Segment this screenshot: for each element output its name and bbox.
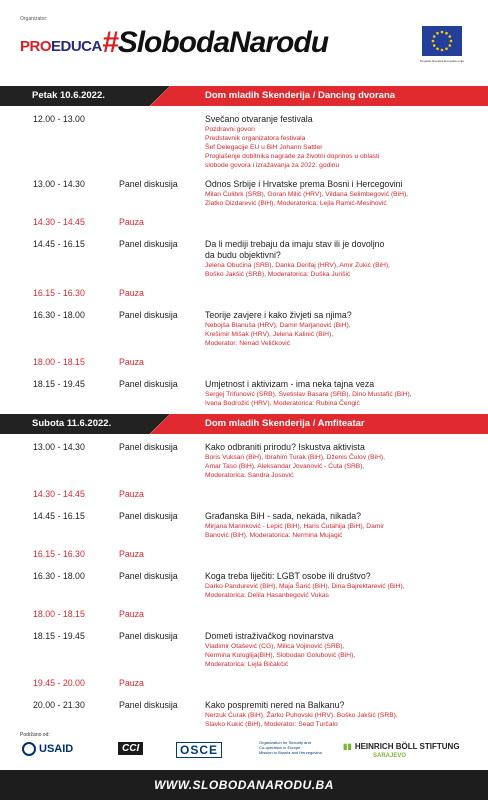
session-content xyxy=(205,179,475,208)
session-time: 18.00 - 18.15 xyxy=(33,609,85,619)
session-detail: Sergej Trifunović (SRB), Svetislav Basara (SRB), Dino Mustafić (BiH), xyxy=(205,391,412,398)
session-title: Kako pospremiti nered na Balkanu? xyxy=(205,700,345,710)
session-title: Da li mediji trebaju da imaju stav ili je dovoljno xyxy=(205,239,385,249)
session-detail: Milan Ćulibrk (SRB), Goran Milić (HRV), Vildana Selimbegović (BiH), xyxy=(205,191,409,198)
session-detail: Šef Delegacije EU u BiH Johann Sattler xyxy=(205,144,323,151)
session-title: da budu objektivni? xyxy=(205,250,281,260)
session-detail: Banović (BiH), Moderatorica: Nermina Mujagić xyxy=(205,532,343,539)
session-time: 18.15 - 19.45 xyxy=(33,379,85,389)
session-detail: Darko Pandurević (BiH), Maja Šarić (BiH), Dina Bajrektarević (BiH), xyxy=(205,583,405,590)
session-detail: Nebojša Blanuša (HRV), Damir Marjanović (BiH), xyxy=(205,322,351,329)
day-label: Petak 10.6.2022. xyxy=(32,90,105,101)
session-detail: slobode govora i izražavanja za 2022. godinu xyxy=(205,162,340,169)
session-row xyxy=(0,442,488,489)
hbs-logo: ▮▮ HEINRICH BÖLL STIFTUNG xyxy=(343,742,460,751)
session-detail: Proglašenje dobitnika nagrade za životni doprinos u oblasti xyxy=(205,153,380,160)
header xyxy=(0,0,488,84)
session-type: Panel diskusija xyxy=(119,239,178,249)
session-detail: Boško Jakšić (SRB), Moderatorica: Duška Jurišić xyxy=(205,271,351,278)
session-time: 19.45 - 20.00 xyxy=(33,678,85,688)
session-detail: Moderator: Nenad Veličković xyxy=(205,340,291,347)
session-row xyxy=(0,379,488,417)
session-type: Panel diskusija xyxy=(119,310,178,320)
session-detail: Moderatorica: Sandra Josović xyxy=(205,472,294,479)
session-time: 12.00 - 13.00 xyxy=(33,114,85,124)
organizer-label: Organizator: xyxy=(20,16,48,22)
session-time: 18.00 - 18.15 xyxy=(33,357,85,367)
session-row xyxy=(0,571,488,609)
session-detail: Mirjana Marinković - Lepić (BiH), Haris Ćutahija (BiH), Damir xyxy=(205,523,385,530)
session-title: Odnos Srbije i Hrvatske prema Bosni i Hercegovini xyxy=(205,179,403,189)
pause-row xyxy=(0,357,488,379)
session-row xyxy=(0,631,488,678)
session-type: Panel diskusija xyxy=(119,379,178,389)
session-type: Pauza xyxy=(119,489,144,499)
session-time: 16.15 - 16.30 xyxy=(33,288,85,298)
session-detail: Zlatko Dizdarević (BiH), Moderatorica: Lejla Ramić-Mesihović xyxy=(205,200,387,207)
session-row xyxy=(0,179,488,217)
session-type: Pauza xyxy=(119,288,144,298)
session-detail: Vladimir Otašević (CG), Milica Vojinović (SRB), xyxy=(205,643,345,650)
session-time: 14.45 - 16.15 xyxy=(33,511,85,521)
session-type: Panel diskusija xyxy=(119,700,178,710)
sponsor-logos xyxy=(0,738,488,768)
session-detail: Pozdravni govori xyxy=(205,126,255,133)
hbs-city: SARAJEVO xyxy=(373,753,407,759)
session-content xyxy=(205,239,475,279)
session-content xyxy=(205,379,475,408)
session-title: Umjetnost i aktivizam - ima neka tajna veza xyxy=(205,379,375,389)
session-detail: Slavko Kukić (BiH), Moderator: Sead Turčalo xyxy=(205,721,338,728)
session-detail: Jelena Obućina (SRB), Danka Derifaj (HRV), Amir Zukić (BiH), xyxy=(205,262,390,269)
sponsor-label: Podržano od: xyxy=(20,732,50,738)
session-content xyxy=(205,114,475,170)
usaid-logo: USAID xyxy=(22,742,73,756)
session-time: 18.15 - 19.45 xyxy=(33,631,85,641)
osce-logo: OSCE xyxy=(176,742,222,758)
session-time: 14.30 - 14.45 xyxy=(33,217,85,227)
festival-title: #SlobodaNarodu xyxy=(102,26,329,59)
session-time: 20.00 - 21.30 xyxy=(33,700,85,710)
pause-row xyxy=(0,288,488,310)
session-row xyxy=(0,511,488,549)
session-detail: Ivana Bodrožić (HRV), Moderatorica: Rubina Čengić xyxy=(205,400,360,407)
session-detail: Krešimir Mišak (HRV), Jelena Kalinić (BiH), xyxy=(205,331,334,338)
session-detail: Nerzuk Ćurak (BiH), Žarko Puhovski (HRV), Boško Jakšić (SRB), xyxy=(205,712,398,719)
session-row xyxy=(0,310,488,357)
website-link[interactable]: WWW.SLOBODANARODU.BA xyxy=(154,778,334,792)
session-detail: Moderatorica: Lejla Bičakčić xyxy=(205,661,289,668)
day-header xyxy=(0,414,488,434)
eu-flag-icon xyxy=(422,26,462,56)
session-row xyxy=(0,700,488,738)
footer xyxy=(0,770,488,800)
session-content xyxy=(205,511,475,540)
session-time: 13.00 - 14.30 xyxy=(33,442,85,452)
day-label: Subota 11.6.2022. xyxy=(32,418,112,429)
session-content xyxy=(205,310,475,348)
session-time: 16.30 - 18.00 xyxy=(33,571,85,581)
session-title: Dometi istraživačkog novinarstva xyxy=(205,631,334,641)
pause-row xyxy=(0,609,488,631)
session-time: 13.00 - 14.30 xyxy=(33,179,85,189)
session-type: Panel diskusija xyxy=(119,571,178,581)
session-detail: Amar Taso (BiH), Aleksandar Jovanović - Ćuta (SRB), xyxy=(205,463,365,470)
session-time: 14.45 - 16.15 xyxy=(33,239,85,249)
eu-caption: Projekat finansira Evropska unija xyxy=(420,59,464,63)
session-row xyxy=(0,239,488,288)
session-title: Građanska BiH - sada, nekada, nikada? xyxy=(205,511,361,521)
session-title: Koga treba liječiti: LGBT osobe ili društvo? xyxy=(205,571,371,581)
session-content xyxy=(205,700,475,729)
session-time: 14.30 - 14.45 xyxy=(33,489,85,499)
session-content xyxy=(205,571,475,600)
pause-row xyxy=(0,489,488,511)
session-type: Panel diskusija xyxy=(119,442,178,452)
session-type: Pauza xyxy=(119,609,144,619)
session-type: Panel diskusija xyxy=(119,511,178,521)
session-type: Panel diskusija xyxy=(119,631,178,641)
usaid-seal-icon xyxy=(22,742,36,756)
cci-logo: CCI xyxy=(118,742,143,755)
osce-description: Organization for Security and Co-operation in Europe Mission to Bosnia and Herzegovina xyxy=(259,740,322,755)
proeduca-logo: PROEDUCA xyxy=(20,38,102,55)
session-content xyxy=(205,631,475,669)
session-type: Pauza xyxy=(119,549,144,559)
session-title: Teorije zavjere i kako živjeti sa njima? xyxy=(205,310,352,320)
session-detail: Nermina Kuloglija(BiH), Slobodan Golubović (BiH), xyxy=(205,652,356,659)
venue-label: Dom mladih Skenderija / Dancing dvorana xyxy=(205,90,396,101)
session-time: 16.15 - 16.30 xyxy=(33,549,85,559)
session-type: Panel diskusija xyxy=(119,179,178,189)
pause-row xyxy=(0,217,488,239)
session-type: Pauza xyxy=(119,217,144,227)
session-type: Pauza xyxy=(119,357,144,367)
hbs-mark-icon: ▮▮ xyxy=(343,742,352,751)
session-type: Pauza xyxy=(119,678,144,688)
session-content xyxy=(205,442,475,480)
session-time: 16.30 - 18.00 xyxy=(33,310,85,320)
session-detail: Moderatorica: Delila Hasanbegović Vukas xyxy=(205,592,329,599)
session-detail: Predstavnik organizatora festivala xyxy=(205,135,306,142)
pause-row xyxy=(0,678,488,700)
session-detail: Boris Vuksan (BiH), Ibrahim Turak (BiH), Dženis Čulov (BiH), xyxy=(205,454,385,461)
session-title: Svečano otvaranje festivala xyxy=(205,114,313,124)
pause-row xyxy=(0,549,488,571)
session-row xyxy=(0,114,488,179)
venue-label: Dom mladih Skenderija / Amfiteatar xyxy=(205,418,365,429)
day-header xyxy=(0,86,488,106)
session-title: Kako odbraniti prirodu? Iskustva aktivista xyxy=(205,442,365,452)
